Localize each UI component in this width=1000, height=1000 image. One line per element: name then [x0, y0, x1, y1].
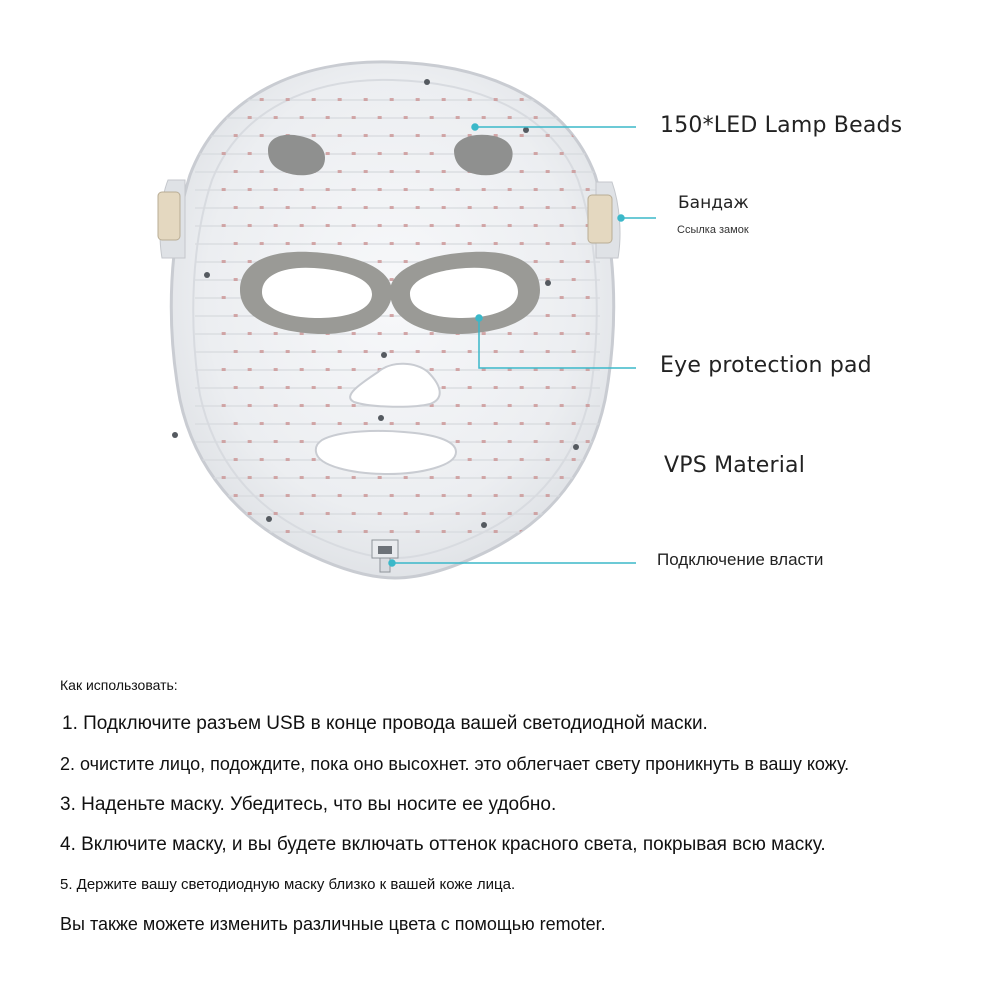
led-bead	[300, 512, 304, 515]
led-bead	[572, 278, 576, 281]
led-bead	[546, 494, 550, 497]
led-bead	[378, 332, 382, 335]
led-bead	[248, 260, 252, 263]
led-bead	[494, 422, 498, 425]
led-bead	[482, 512, 486, 515]
led-bead	[378, 188, 382, 191]
led-bead	[572, 314, 576, 317]
led-bead	[274, 404, 278, 407]
led-bead	[234, 422, 238, 425]
led-bead	[390, 170, 394, 173]
led-bead	[390, 494, 394, 497]
led-bead	[442, 386, 446, 389]
led-bead	[508, 476, 512, 479]
instruction-step-5: 5. Держите вашу светодиодную маску близко к вашей коже лица.	[60, 876, 516, 893]
led-bead	[390, 314, 394, 317]
led-bead	[274, 188, 278, 191]
led-bead	[222, 152, 226, 155]
led-bead	[352, 152, 356, 155]
led-bead	[260, 494, 264, 497]
led-bead	[312, 134, 316, 137]
led-bead	[468, 494, 472, 497]
led-bead	[326, 188, 330, 191]
led-bead	[482, 404, 486, 407]
led-bead	[274, 368, 278, 371]
led-bead	[534, 476, 538, 479]
led-bead	[546, 350, 550, 353]
led-bead	[352, 368, 356, 371]
led-bead	[586, 476, 590, 479]
led-bead	[416, 422, 420, 425]
led-bead	[364, 98, 368, 101]
led-bead	[234, 386, 238, 389]
led-bead	[300, 368, 304, 371]
led-bead	[586, 116, 590, 119]
led-bead	[586, 332, 590, 335]
led-bead	[222, 296, 226, 299]
led-bead	[234, 278, 238, 281]
led-bead	[286, 530, 290, 533]
led-bead	[390, 350, 394, 353]
led-bead	[404, 476, 408, 479]
led-bead	[442, 170, 446, 173]
led-bead	[430, 368, 434, 371]
led-bead	[416, 134, 420, 137]
led-bead	[482, 440, 486, 443]
led-bead	[572, 494, 576, 497]
led-bead	[560, 512, 564, 515]
led-bead	[430, 332, 434, 335]
led-bead	[326, 152, 330, 155]
led-bead	[494, 206, 498, 209]
led-bead	[468, 422, 472, 425]
led-bead	[572, 206, 576, 209]
label-bandage: Бандаж	[678, 193, 749, 213]
led-bead	[456, 188, 460, 191]
led-bead	[520, 386, 524, 389]
led-bead	[378, 512, 382, 515]
led-bead	[364, 206, 368, 209]
led-bead	[260, 98, 264, 101]
led-bead	[338, 530, 342, 533]
led-bead	[286, 458, 290, 461]
led-bead	[520, 350, 524, 353]
led-bead	[248, 188, 252, 191]
led-bead	[508, 116, 512, 119]
led-bead	[248, 116, 252, 119]
led-bead	[248, 224, 252, 227]
led-bead	[378, 476, 382, 479]
led-bead	[352, 476, 356, 479]
led-bead	[312, 350, 316, 353]
led-bead	[430, 512, 434, 515]
led-bead	[352, 512, 356, 515]
instruction-step-1: 1. Подключите разъем USB в конце провода вашей светодиодной маски.	[62, 713, 708, 734]
led-bead	[234, 458, 238, 461]
led-bead	[248, 404, 252, 407]
led-bead	[560, 476, 564, 479]
led-bead	[442, 242, 446, 245]
led-bead	[586, 188, 590, 191]
led-bead	[222, 332, 226, 335]
led-bead	[338, 494, 342, 497]
led-bead	[222, 512, 226, 515]
led-bead	[378, 260, 382, 263]
led-bead	[508, 512, 512, 515]
led-bead	[546, 206, 550, 209]
led-bead	[312, 98, 316, 101]
led-bead	[494, 494, 498, 497]
led-bead	[586, 440, 590, 443]
led-bead	[274, 440, 278, 443]
led-bead	[572, 458, 576, 461]
led-bead	[442, 134, 446, 137]
led-bead	[560, 224, 564, 227]
led-bead	[286, 494, 290, 497]
led-bead	[248, 476, 252, 479]
led-bead	[442, 206, 446, 209]
led-bead	[286, 386, 290, 389]
led-bead	[430, 152, 434, 155]
led-bead	[442, 98, 446, 101]
led-bead	[404, 512, 408, 515]
led-bead	[520, 98, 524, 101]
led-bead	[508, 440, 512, 443]
led-bead	[534, 512, 538, 515]
led-bead	[534, 152, 538, 155]
label-eye-pad: Eye protection pad	[660, 353, 872, 378]
led-bead	[338, 386, 342, 389]
led-bead	[416, 530, 420, 533]
led-bead	[404, 260, 408, 263]
led-bead	[326, 116, 330, 119]
led-bead	[520, 494, 524, 497]
led-bead	[312, 494, 316, 497]
led-bead	[520, 170, 524, 173]
mouth-opening	[316, 431, 456, 474]
led-bead	[234, 170, 238, 173]
led-bead	[546, 386, 550, 389]
led-bead	[234, 134, 238, 137]
led-bead	[520, 458, 524, 461]
led-bead	[234, 242, 238, 245]
led-bead	[494, 98, 498, 101]
led-bead	[338, 134, 342, 137]
led-bead	[326, 476, 330, 479]
led-bead	[234, 494, 238, 497]
led-bead	[300, 404, 304, 407]
led-bead	[468, 206, 472, 209]
led-bead	[546, 134, 550, 137]
led-bead	[456, 476, 460, 479]
led-bead	[300, 188, 304, 191]
led-bead	[560, 296, 564, 299]
led-bead	[260, 422, 264, 425]
led-bead	[352, 116, 356, 119]
instructions-title: Как использовать:	[60, 677, 178, 693]
led-bead	[286, 242, 290, 245]
led-bead	[390, 422, 394, 425]
led-bead	[404, 332, 408, 335]
led-bead	[546, 422, 550, 425]
led-bead	[364, 494, 368, 497]
led-bead	[248, 512, 252, 515]
led-bead	[390, 278, 394, 281]
mask-body	[171, 62, 613, 578]
led-bead	[586, 296, 590, 299]
led-bead	[404, 116, 408, 119]
led-bead	[520, 134, 524, 137]
led-bead	[260, 458, 264, 461]
led-bead	[286, 422, 290, 425]
led-bead	[468, 350, 472, 353]
led-bead	[248, 440, 252, 443]
led-bead	[390, 98, 394, 101]
led-bead	[456, 512, 460, 515]
led-bead	[494, 350, 498, 353]
led-bead	[404, 152, 408, 155]
led-bead	[416, 350, 420, 353]
led-bead	[508, 332, 512, 335]
led-bead	[352, 332, 356, 335]
led-bead	[534, 188, 538, 191]
led-bead	[222, 368, 226, 371]
led-bead	[572, 242, 576, 245]
label-power-connection: Подключение власти	[657, 550, 824, 569]
led-bead	[378, 116, 382, 119]
led-bead	[352, 224, 356, 227]
led-bead	[404, 188, 408, 191]
led-bead	[534, 224, 538, 227]
led-bead	[326, 368, 330, 371]
led-bead	[312, 206, 316, 209]
led-bead	[222, 404, 226, 407]
instruction-step-2: 2. очистите лицо, подождите, пока оно высохнет. это облегчает свету проникнуть в вашу кожу.	[60, 754, 850, 774]
led-bead	[520, 242, 524, 245]
led-bead	[456, 116, 460, 119]
led-bead	[312, 386, 316, 389]
led-bead	[286, 350, 290, 353]
led-bead	[534, 332, 538, 335]
led-bead	[274, 224, 278, 227]
led-bead	[482, 116, 486, 119]
led-bead	[222, 260, 226, 263]
led-bead	[560, 116, 564, 119]
led-bead	[508, 224, 512, 227]
led-bead	[534, 260, 538, 263]
led-bead	[482, 188, 486, 191]
led-bead	[572, 170, 576, 173]
side-bracket-left	[158, 180, 185, 258]
led-bead	[442, 350, 446, 353]
led-bead	[416, 206, 420, 209]
led-bead	[312, 242, 316, 245]
led-bead	[468, 98, 472, 101]
led-bead	[234, 350, 238, 353]
instruction-step-4: 4. Включите маску, и вы будете включать оттенок красного света, покрывая всю маску.	[60, 834, 826, 855]
led-bead	[442, 422, 446, 425]
led-bead	[390, 530, 394, 533]
led-bead	[286, 206, 290, 209]
led-bead	[312, 422, 316, 425]
led-bead	[274, 512, 278, 515]
led-bead	[586, 512, 590, 515]
led-bead	[260, 206, 264, 209]
led-bead	[378, 152, 382, 155]
led-bead	[430, 224, 434, 227]
led-bead	[546, 98, 550, 101]
led-bead	[338, 206, 342, 209]
led-bead	[416, 98, 420, 101]
led-bead	[260, 386, 264, 389]
led-bead	[274, 476, 278, 479]
led-bead	[482, 332, 486, 335]
led-bead	[312, 458, 316, 461]
led-bead	[468, 458, 472, 461]
led-bead	[520, 422, 524, 425]
led-bead	[286, 98, 290, 101]
led-bead	[300, 116, 304, 119]
led-bead	[260, 170, 264, 173]
led-bead	[234, 206, 238, 209]
led-bead	[560, 332, 564, 335]
led-bead	[326, 404, 330, 407]
led-bead	[416, 170, 420, 173]
led-bead	[338, 242, 342, 245]
led-bead	[572, 422, 576, 425]
led-bead	[520, 206, 524, 209]
led-bead	[222, 188, 226, 191]
led-bead	[572, 98, 576, 101]
led-bead	[260, 242, 264, 245]
led-bead	[312, 530, 316, 533]
led-bead	[300, 224, 304, 227]
label-led-beads: 150*LED Lamp Beads	[660, 113, 903, 138]
led-bead	[390, 206, 394, 209]
led-bead	[546, 170, 550, 173]
led-bead	[222, 440, 226, 443]
led-bead	[234, 314, 238, 317]
led-bead	[352, 404, 356, 407]
led-bead	[546, 314, 550, 317]
led-bead	[494, 386, 498, 389]
led-bead	[534, 116, 538, 119]
led-bead	[364, 422, 368, 425]
led-bead	[222, 224, 226, 227]
led-bead	[546, 242, 550, 245]
led-bead	[338, 350, 342, 353]
led-bead	[378, 224, 382, 227]
led-bead	[442, 494, 446, 497]
led-bead	[534, 440, 538, 443]
led-bead	[468, 242, 472, 245]
led-bead	[326, 512, 330, 515]
led-bead	[260, 134, 264, 137]
led-bead	[572, 530, 576, 533]
led-bead	[326, 224, 330, 227]
led-bead	[338, 98, 342, 101]
led-bead	[468, 530, 472, 533]
led-bead	[222, 476, 226, 479]
led-bead	[274, 116, 278, 119]
led-bead	[560, 188, 564, 191]
led-bead	[364, 530, 368, 533]
led-bead	[468, 386, 472, 389]
instructions-footer: Вы также можете изменить различные цвета с помощью remoter.	[60, 914, 606, 934]
led-bead	[430, 476, 434, 479]
led-bead	[494, 242, 498, 245]
led-bead	[442, 530, 446, 533]
led-bead	[260, 350, 264, 353]
led-bead	[482, 224, 486, 227]
led-bead	[364, 350, 368, 353]
led-bead	[560, 404, 564, 407]
label-material: VPS Material	[664, 453, 806, 478]
led-bead	[300, 440, 304, 443]
led-bead	[300, 476, 304, 479]
led-bead	[352, 188, 356, 191]
led-bead	[456, 440, 460, 443]
led-bead	[572, 350, 576, 353]
led-bead	[546, 530, 550, 533]
led-bead	[482, 476, 486, 479]
led-bead	[494, 530, 498, 533]
led-bead	[260, 530, 264, 533]
led-bead	[560, 440, 564, 443]
led-bead	[234, 530, 238, 533]
led-bead	[364, 134, 368, 137]
led-bead	[338, 170, 342, 173]
led-bead	[494, 458, 498, 461]
led-bead	[560, 152, 564, 155]
led-bead	[456, 368, 460, 371]
led-bead	[248, 368, 252, 371]
led-bead	[560, 260, 564, 263]
led-bead	[364, 170, 368, 173]
led-bead	[534, 404, 538, 407]
led-bead	[390, 242, 394, 245]
led-bead	[546, 458, 550, 461]
led-bead	[416, 242, 420, 245]
led-bead	[364, 242, 368, 245]
led-bead	[508, 404, 512, 407]
led-bead	[586, 260, 590, 263]
led-bead	[248, 152, 252, 155]
instruction-step-3: 3. Наденьте маску. Убедитесь, что вы носите ее удобно.	[60, 794, 557, 815]
led-bead	[456, 404, 460, 407]
led-bead	[404, 224, 408, 227]
led-bead	[456, 224, 460, 227]
led-bead	[338, 422, 342, 425]
label-bandage-sub: Ссылка замок	[677, 224, 749, 236]
led-bead	[390, 134, 394, 137]
led-bead	[274, 332, 278, 335]
led-bead	[430, 116, 434, 119]
led-bead	[430, 188, 434, 191]
led-bead	[248, 332, 252, 335]
led-bead	[586, 404, 590, 407]
led-bead	[234, 98, 238, 101]
led-bead	[416, 494, 420, 497]
led-bead	[572, 386, 576, 389]
led-bead	[508, 188, 512, 191]
